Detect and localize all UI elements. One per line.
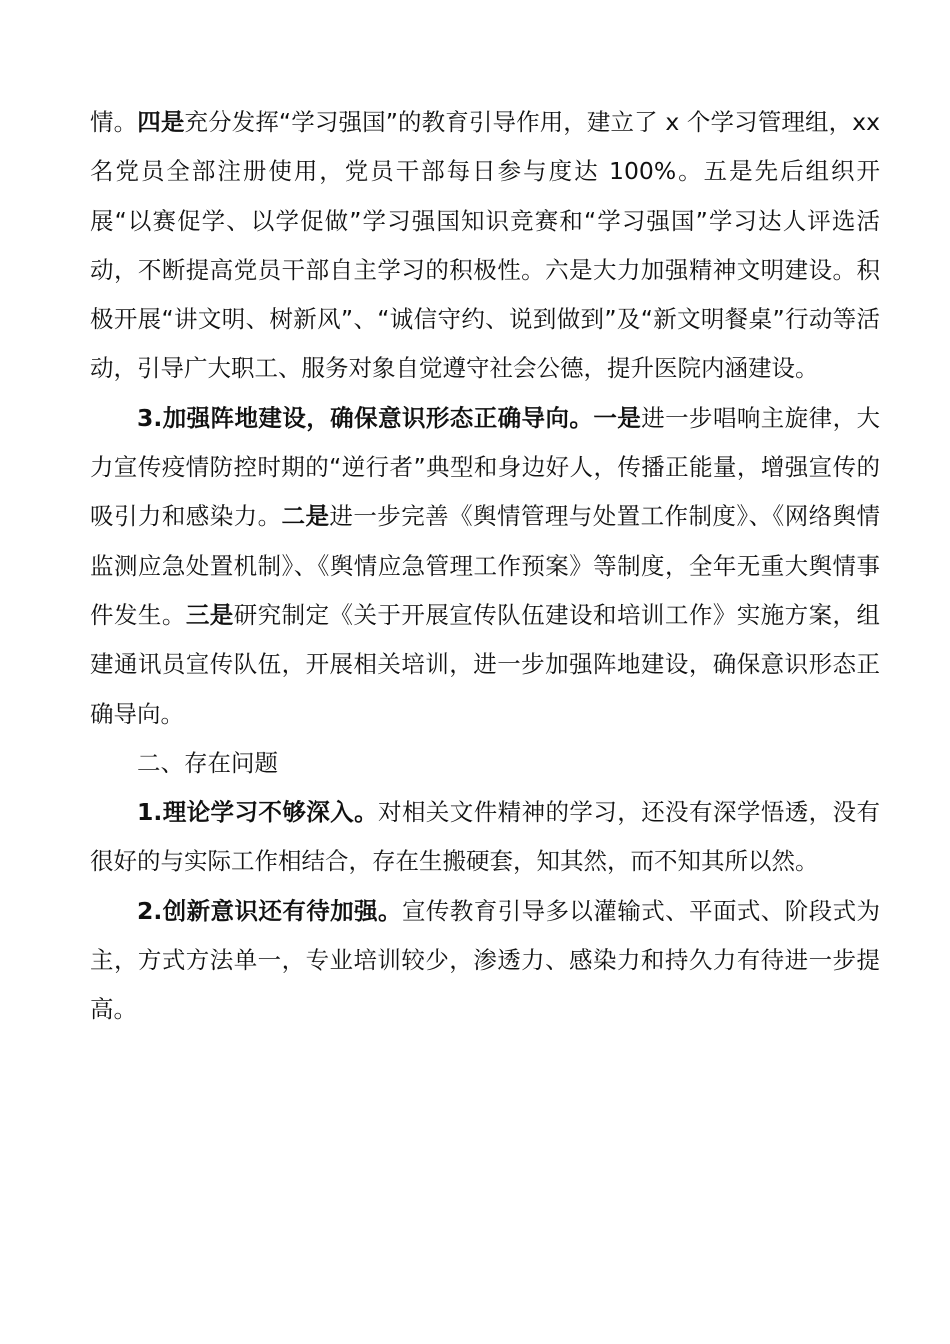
bold-marker: 四是 [137,108,185,136]
bold-marker: 三是 [185,600,234,629]
text-run: 进一步唱响主旋律，大力宣传疫情防控时期的“逆行者”典型和身边好人，传播正能量，增强宣传的吸引力和感染力。 [90,403,881,531]
document-body [90,98,880,1035]
text-run: 充分发挥“学习强国”的教育引导作用，建立了 x 个学习管理组，xx 名党员全部注册使用，党员干部每日参与度达 100%。五是先后组织开展“以赛促学、以学促做”学习强国知识竞赛和“学习强国”学习达人评选活动，不断提高党员干部自主学习的积极性。六是大力加强精神文明建设。积极开展“讲文明、树新风”、“诚信守约、说到做到”及“新文明餐桌”行动等活动，引导广大职工、服务对象自觉遵守社会公德，提升医院内涵建设。 [90,108,880,383]
text-run: 宣传教育引导多以灌输式、平面式、阶段式为主，方式方法单一，专业培训较少，渗透力、感染力和持久力有待进一步提高。 [90,896,881,1024]
paragraph-innovation [90,887,880,1035]
paragraph-theory-study [90,788,880,887]
paragraph-study-platform [90,98,880,394]
text-run: 情。 [90,108,138,136]
bold-heading: 2.创新意识还有待加强。 [137,896,402,925]
text-run: 进一步完善《舆情管理与处置工作制度》、《网络舆情监测应急处置机制》、《舆情应急管理工作预案》等制度，全年无重大舆情事件发生。 [90,502,881,629]
bold-heading: 1.理论学习不够深入。 [137,798,379,827]
section-heading-problems: 二、存在问题 [137,748,278,777]
bold-marker: 二是 [281,502,330,531]
text-run: 对相关文件精神的学习，还没有深学悟透，没有很好的与实际工作相结合，存在生搬硬套，知其然，而不知其所以然。 [90,798,881,876]
paragraph-position-building [90,394,880,739]
bold-heading: 3.加强阵地建设，确保意识形态正确导向。一是 [137,403,642,432]
text-run: 研究制定《关于开展宣传队伍建设和培训工作》实施方案，组建通讯员宣传队伍，开展相关培训，进一步加强阵地建设，确保意识形态正确导向。 [90,600,880,728]
